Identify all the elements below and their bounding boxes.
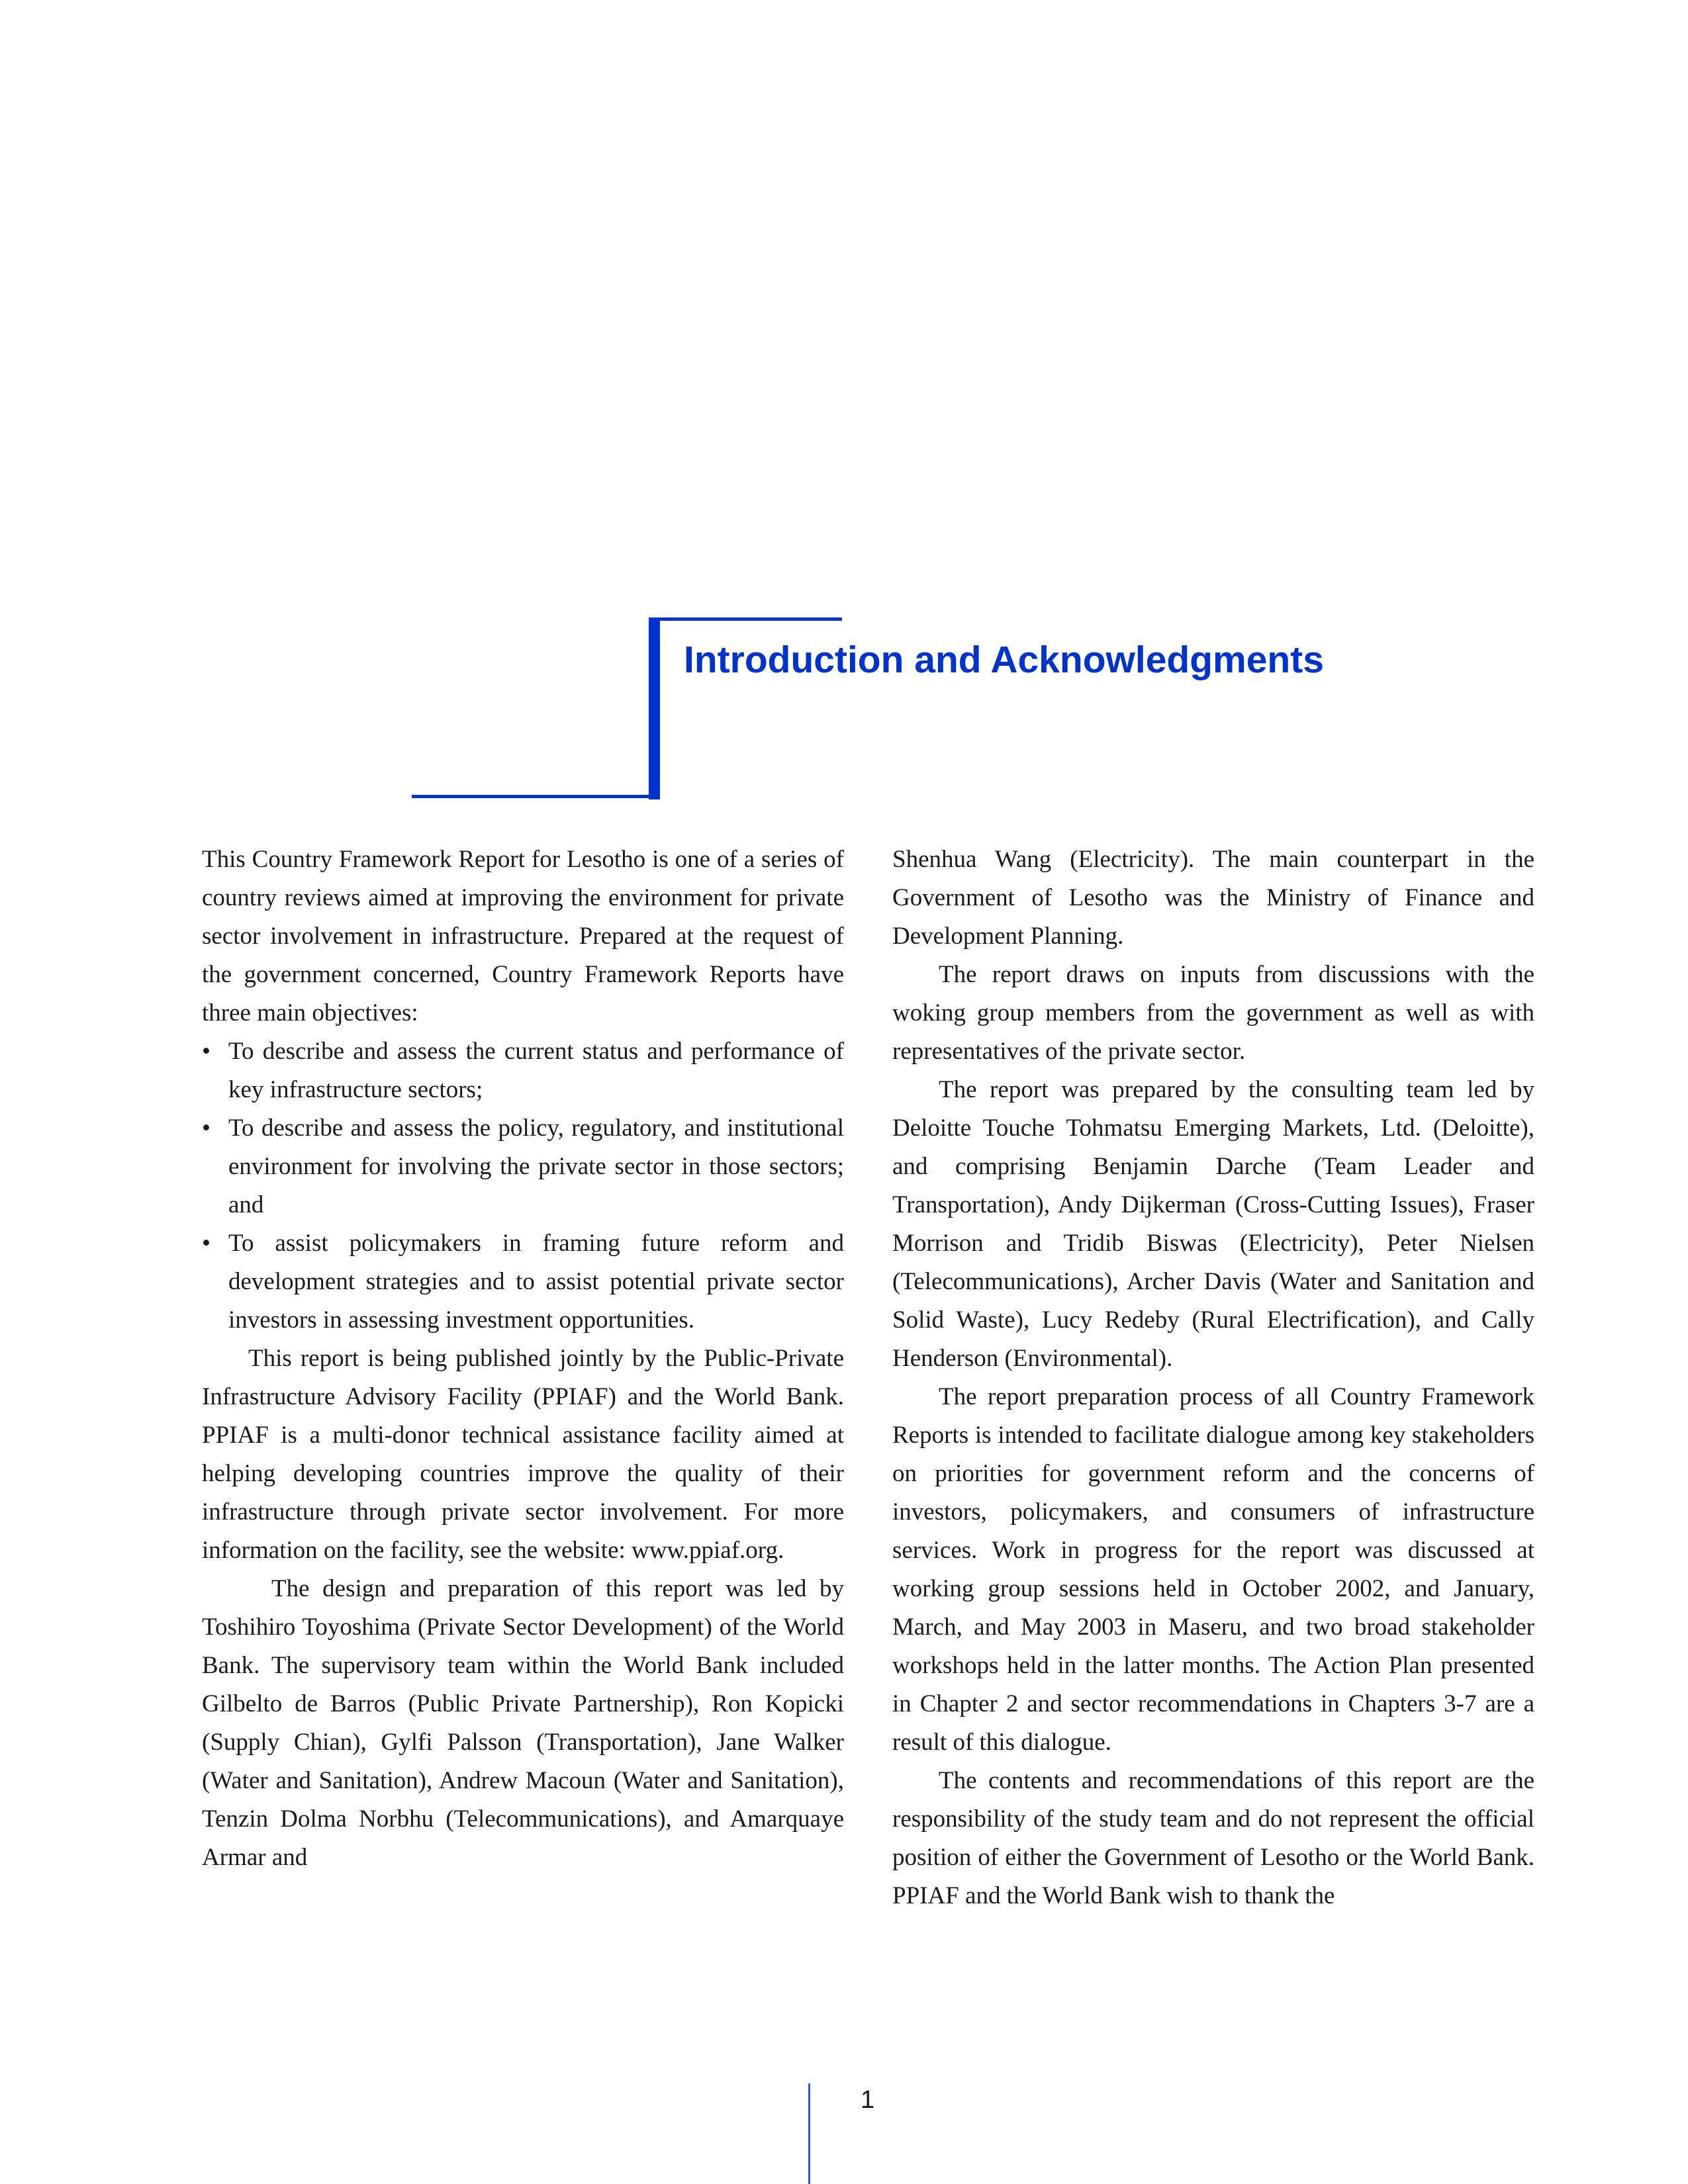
left-column: [202, 841, 844, 1877]
bullet-icon: •: [202, 1038, 211, 1065]
page-title: Introduction and Acknowledgments: [684, 639, 1324, 681]
process-paragraph: The report preparation process of all Country Framework Reports is intended to facilitate dialogue among key stakeholders on priorities for government reform and the concerns of investors, policymakers, and consumers of infrastructure services. Work in progress for the report was discussed at working group sessions held in October 2002, and January, March, and May 2003 in Maseru, and two broad stakeholder workshops held in the latter months. The Action Plan presented in Chapter 2 and sector recommendations in Chapters 3-7 are a result of this dialogue.: [892, 1383, 1534, 1756]
page-number: 1: [861, 2086, 875, 2114]
title-rule-top: [649, 617, 842, 621]
title-rule-bottom: [412, 795, 660, 798]
objectives-list: [202, 1032, 844, 1340]
list-item: [202, 1032, 844, 1109]
title-rule-vertical: [649, 617, 660, 799]
right-column: [892, 841, 1534, 1915]
list-item-text: To assist policymakers in framing future reform and development strategies and to assist potential private sector investors in assessing investment opportunities.: [228, 1230, 844, 1334]
list-item-text: To describe and assess the policy, regulatory, and institutional environment for involving the private sector in those sectors; and: [228, 1115, 844, 1218]
footer-rule: [808, 2083, 810, 2184]
disclaimer-paragraph: The contents and recommendations of this report are the responsibility of the study team and do not represent the official position of either the Government of Lesotho or the World Bank. PPIAF and the World Bank wish to thank the: [892, 1767, 1534, 1909]
list-item-text: To describe and assess the current status and performance of key infrastructure sectors;: [228, 1038, 844, 1103]
consulting-team-paragraph: The report was prepared by the consulting team led by Deloitte Touche Tohmatsu Emerging Markets, Ltd. (Deloitte), and comprising Benjamin Darche (Team Leader and Transportation), Andy Dijkerman (Cross-Cutting Issues), Fraser Morrison and Tridib Biswas (Electricity), Peter Nielsen (Telecommunications), Archer Davis (Water and Sanitation and Solid Waste), Lucy Redeby (Rural Electrification), and Cally Henderson (Environmental).: [892, 1076, 1534, 1372]
list-item: [202, 1109, 844, 1224]
bullet-icon: •: [202, 1230, 211, 1257]
publication-paragraph: This report is being published jointly by the Public-Private Infrastructure Advisory Facility (PPIAF) and the World Bank. PPIAF is a multi-donor technical assistance facility aimed at helping developing countries improve the quality of their infrastructure through private sector involvement. For more information on the facility, see the website: www.ppiaf.org.: [202, 1345, 844, 1564]
counterpart-paragraph: Shenhua Wang (Electricity). The main counterpart in the Government of Lesotho was the Ministry of Finance and Development Planning.: [892, 846, 1534, 950]
intro-paragraph: This Country Framework Report for Lesotho is one of a series of country reviews aimed at improving the environment for private sector involvement in infrastructure. Prepared at the request of the government concerned, Country Framework Reports have three main objectives:: [202, 846, 844, 1026]
design-paragraph: The design and preparation of this report was led by Toshihiro Toyoshima (Private Sector Development) of the World Bank. The supervisory team within the World Bank included Gilbelto de Barros (Public Private Partnership), Ron Kopicki (Supply Chian), Gylfi Palsson (Transportation), Jane Walker (Water and Sanitation), Andrew Macoun (Water and Sanitation), Tenzin Dolma Norbhu (Telecommunications), and Amarquaye Armar and: [202, 1575, 844, 1871]
inputs-paragraph: The report draws on inputs from discussions with the woking group members from the government as well as with representatives of the private sector.: [892, 961, 1534, 1065]
list-item: [202, 1224, 844, 1340]
bullet-icon: •: [202, 1115, 211, 1142]
